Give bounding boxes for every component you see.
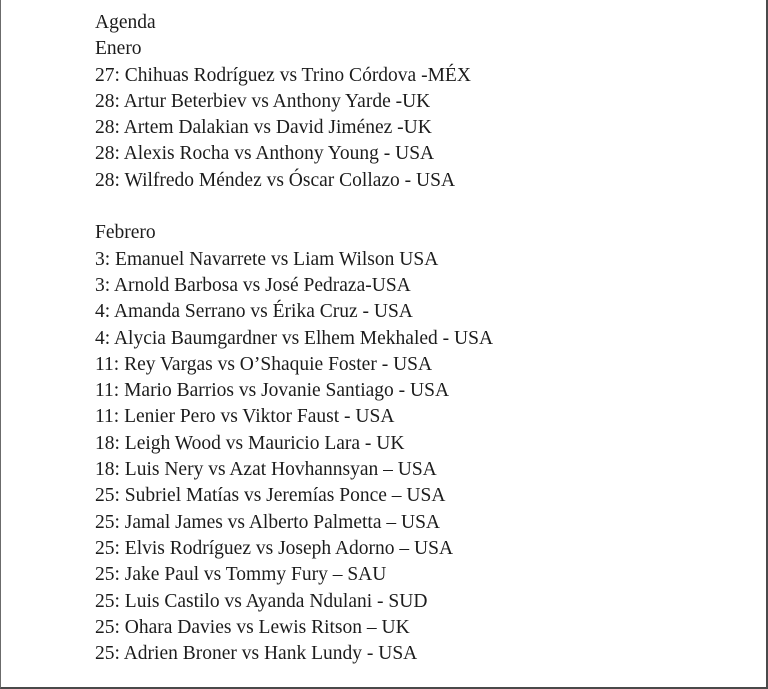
section-heading-febrero: Febrero	[95, 222, 156, 244]
agenda-document	[95, 10, 493, 667]
list-item: 3: Emanuel Navarrete vs Liam Wilson USA	[95, 248, 439, 270]
list-item: 27: Chihuas Rodríguez vs Trino Córdova -MÉX	[95, 64, 471, 86]
list-item: 25: Elvis Rodríguez vs Joseph Adorno – USA	[95, 537, 454, 559]
list-item: 11: Rey Vargas vs O’Shaquie Foster - USA	[95, 353, 433, 375]
list-item: 25: Subriel Matías vs Jeremías Ponce – USA	[95, 485, 446, 507]
list-item: 25: Ohara Davies vs Lewis Ritson – UK	[95, 616, 410, 638]
list-item: 18: Luis Nery vs Azat Hovhannsyan – USA	[95, 459, 437, 481]
list-item: 4: Amanda Serrano vs Érika Cruz - USA	[95, 301, 413, 323]
list-item: 25: Jake Paul vs Tommy Fury – SAU	[95, 564, 387, 586]
section-heading-enero: Enero	[95, 38, 142, 60]
list-item: 28: Artur Beterbiev vs Anthony Yarde -UK	[95, 90, 431, 112]
list-item: 28: Wilfredo Méndez vs Óscar Collazo - USA	[95, 169, 456, 191]
list-item: 18: Leigh Wood vs Mauricio Lara - UK	[95, 432, 405, 454]
list-item: 25: Adrien Broner vs Hank Lundy - USA	[95, 643, 418, 665]
agenda-title: Agenda	[95, 12, 156, 33]
list-item: 25: Luis Castilo vs Ayanda Ndulani - SUD	[95, 590, 428, 612]
list-item: 4: Alycia Baumgardner vs Elhem Mekhaled - USA	[95, 327, 494, 349]
list-item: 28: Artem Dalakian vs David Jiménez -UK	[95, 117, 432, 139]
list-item: 28: Alexis Rocha vs Anthony Young - USA	[95, 143, 435, 165]
list-item: 11: Mario Barrios vs Jovanie Santiago - USA	[95, 380, 450, 402]
list-item: 11: Lenier Pero vs Viktor Faust - USA	[95, 406, 395, 428]
list-item: 25: Jamal James vs Alberto Palmetta – USA	[95, 511, 441, 533]
section-spacer	[95, 194, 493, 220]
list-item: 3: Arnold Barbosa vs José Pedraza-USA	[95, 274, 411, 296]
